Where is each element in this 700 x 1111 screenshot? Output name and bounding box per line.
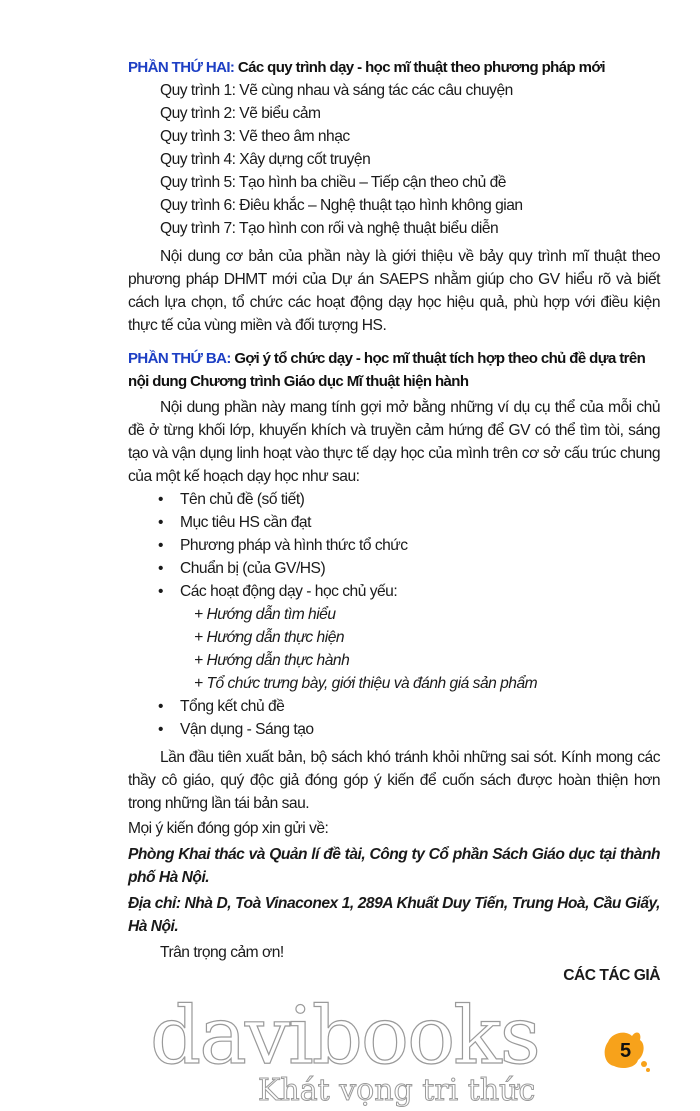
list-item: • Chuẩn bị (của GV/HS): [128, 557, 660, 580]
part3-heading: PHẦN THỨ BA: Gợi ý tổ chức dạy - học mĩ thuật tích hợp theo chủ đề dựa trên nội dung Chương trình Giáo dục Mĩ thuật hiện hành: [128, 350, 646, 390]
part3-paragraph: Nội dung phần này mang tính gợi mở bằng những ví dụ cụ thể của mỗi chủ đề ở từng khối lớp, khuyến khích và truyền cảm hứng để GV có thể tìm tòi, sáng tạo và vận dụng linh hoạt vào thực tế dạy học của mình trên cơ sở cấu trúc chung của một kế hoạch dạy học như sau:: [128, 399, 660, 485]
sub-item: + Hướng dẫn thực hành: [194, 652, 350, 669]
process-list: [128, 79, 660, 240]
page-number: 5: [620, 1040, 632, 1062]
list-item: • Tên chủ đề (số tiết): [128, 488, 660, 511]
list-item: Quy trình 6: Điêu khắc – Nghệ thuật tạo hình không gian: [160, 197, 523, 214]
sub-item: + Tổ chức trưng bày, giới thiệu và đánh giá sản phẩm: [194, 675, 538, 692]
contact-intro: Mọi ý kiến đóng góp xin gửi về:: [128, 820, 329, 837]
sub-item: + Hướng dẫn thực hiện: [194, 629, 345, 646]
list-item: Quy trình 5: Tạo hình ba chiều – Tiếp cận theo chủ đề: [160, 174, 506, 191]
thanks-text: Trân trọng cảm ơn!: [160, 944, 284, 961]
list-item: • Vận dụng - Sáng tạo: [128, 718, 660, 741]
closing-paragraph: Lần đầu tiên xuất bản, bộ sách khó tránh khỏi những sai sót. Kính mong các thầy cô giáo, quý độc giả đóng góp ý kiến để cuốn sách được hoàn thiện hơn trong những lần tái bản sau.: [128, 749, 660, 812]
list-item: • Mục tiêu HS cần đạt: [128, 511, 660, 534]
list-item: Quy trình 2: Vẽ biểu cảm: [160, 105, 321, 122]
part2-paragraph: Nội dung cơ bản của phần này là giới thiệu về bảy quy trình mĩ thuật theo phương pháp DHMT mới của Dự án SAEPS nhằm giúp cho GV hiểu rõ và biết cách lựa chọn, tổ chức các hoạt động dạy học hiệu quả, phù hợp với điều kiện thực tế của vùng miền và đối tượng HS.: [128, 248, 660, 334]
list-item: Quy trình 7: Tạo hình con rối và nghệ thuật biểu diễn: [160, 220, 499, 237]
part2-heading: PHẦN THỨ HAI: Các quy trình dạy - học mĩ thuật theo phương pháp mới: [128, 59, 605, 76]
office-name: Phòng Khai thác và Quản lí đề tài, Công ty Cổ phần Sách Giáo dục tại thành phố Hà Nội.: [128, 846, 660, 886]
list-item: Quy trình 3: Vẽ theo âm nhạc: [160, 128, 350, 145]
list-item: • Tổng kết chủ đề: [128, 695, 660, 718]
list-item: • Các hoạt động dạy - học chủ yếu:: [128, 580, 660, 603]
signature: CÁC TÁC GIẢ: [563, 967, 660, 984]
list-item: Quy trình 4: Xây dựng cốt truyện: [160, 151, 371, 168]
watermark-slogan: Khát vọng tri thức: [258, 1073, 536, 1108]
list-item: Quy trình 1: Vẽ cùng nhau và sáng tác các câu chuyện: [160, 82, 513, 99]
plan-structure-list: [128, 488, 660, 741]
document-page: [128, 56, 660, 987]
address: Địa chỉ: Nhà D, Toà Vinaconex 1, 289A Khuất Duy Tiến, Trung Hoà, Cầu Giấy, Hà Nội.: [128, 895, 660, 935]
sub-item: + Hướng dẫn tìm hiểu: [194, 606, 336, 623]
watermark-brand: davibooks: [150, 989, 539, 1082]
list-item: • Phương pháp và hình thức tổ chức: [128, 534, 660, 557]
